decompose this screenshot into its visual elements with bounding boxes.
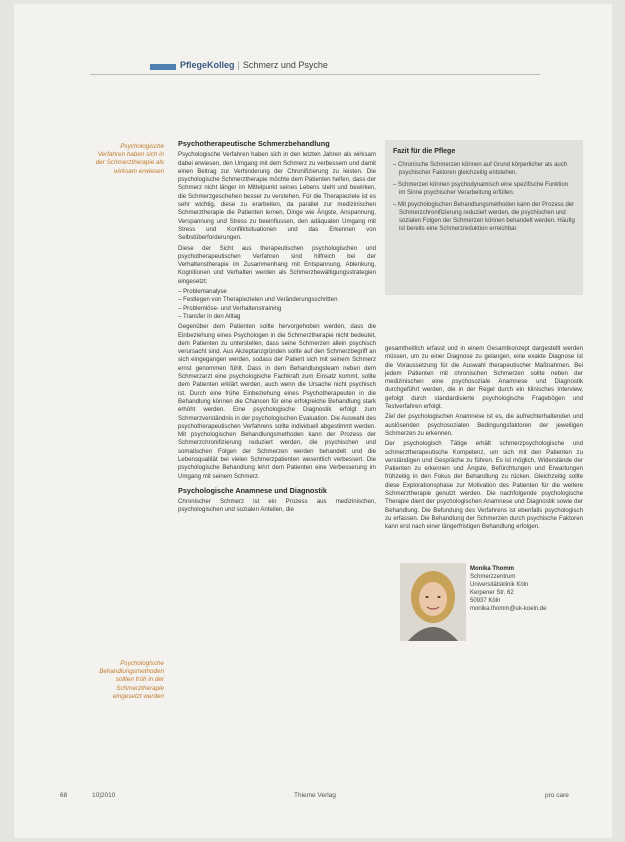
author-street: Kerpener Str. 62: [470, 590, 514, 596]
author-role: Schmerzzentrum: [470, 574, 516, 580]
paragraph: Der psychologisch Tätige erhält schmerzpsychologische und schmerztherapeutische Kompetenz, um sich mit den Patienten zu verständigen und Gespräche zu führen. Es ist möglich, Widerstände der Patienten zu erkennen und Ängste, Befürchtungen und Erwartungen frühzeitig in den Fokus der Behandlung zu rücken. Gleichzeitig sollte diese Explorationsphase zur Motivation des Patienten für die weitere Schmerztherapie genutzt werden. Die nachfolgende psychologische Therapie dient der psychologischen Anamnese und Diagnostik sowie der Behandlung. Die Befundung des Verfahrens ist ebenfalls psychologisch zu erfassen. Die Behandlung der Schmerzen durch psychische Faktoren kann erst nach einer längerfristigen Behandlung erfolgen.: [385, 440, 583, 531]
fazit-item: – Chronische Schmerzen können auf Grund körperlicher als auch psychischer Faktoren gleichzeitig entstehen.: [393, 162, 568, 176]
fazit-box: [385, 140, 583, 295]
fazit-item: – Mit psychologischen Behandlungsmethoden kann der Prozess der Schmerzchronifizierung reduziert werden, die psychischen und sozialen Folgen der Schmerzen können behandelt werden. Häufig ist bereits eine Schmerzreduktion erreichbar.: [393, 202, 575, 232]
list-item: – Problemanalyse: [178, 288, 227, 296]
author-email: monika.thomm@uk-koeln.de: [470, 606, 547, 612]
publisher-label: Thieme Verlag: [294, 792, 336, 799]
header-brand: PflegeKolleg: [180, 60, 235, 70]
author-box: [400, 563, 590, 643]
author-city: 50937 Köln: [470, 598, 501, 604]
paragraph: Gegenüber dem Patienten sollte hervorgehoben werden, dass die Einbeziehung eines Psychologen in die Schmerztherapie nicht bedeutet, dem Patienten zu unterstellen, dass seine Schmerzen allein psychisch verursacht sind. Aus Akzeptanzgründen sollte auf den Schmerzbegriff an sich eingegangen werden, sodass der Patient sich mit seinem Schmerz ernst genommen fühlt. Dass in dem Behandlungsteam neben dem Schmerzarzt eine psychologische Fachkraft zum Einsatz kommt, sollte dem Patienten erklärt werden, auch wenn die Ursache nicht psychisch ist. Durch eine frühe Einbeziehung eines Psychotherapeuten in die Behandlung können die Chancen für eine erfolgreiche Behandlung stark erhöht werden. Eine psychologische Diagnostik erfolgt zum Schmerzverständnis in der psychologischen Evaluation. Die Auswahl des psychotherapeutischen Verfahrens sollte individuell abgestimmt werden. Mit psychologischen Behandlungsmethoden kann der Prozess der Schmerzchronifizierung reduziert werden, die psychischen und somatischen Folgen der Schmerzen werden behandelt und die Lebensqualität bei vielen Schmerzpatienten wesentlich verbessert. Die psychologische Behandlung lehrt dem Patienten eine Verbesserung im Umgang mit seinem Schmerz.: [178, 323, 376, 480]
running-header: [180, 60, 328, 70]
section-heading: Psychotherapeutische Schmerzbehandlung: [178, 139, 330, 148]
pull-quote: Psychologische Behandlungsmethoden sollten früh in der Schmerztherapie eingesetzt werden: [99, 660, 164, 700]
step-list: [178, 288, 376, 321]
paragraph: gesamtheitlich erfasst und in einem Gesamtkonzept dargestellt werden müssen, um zu einer Diagnose zu gelangen, eine exakte Diagnose ist die Voraussetzung für die Auswahl therapeutischer Maßnahmen. Bei jedem Patienten mit chronischen Schmerzen sollte neben der medizinischen eine psychosoziale Anamnese und Diagnostik durchgeführt werden, die in der Regel durch ein klinisches Interview, gefolgt durch standardisierte psychologische Fragebögen und Testverfahren erfolgt.: [385, 345, 583, 411]
paragraph: Chronischer Schmerz ist ein Prozess aus medizinischen, psychologischen und sozialen Anteilen, die: [178, 498, 376, 514]
author-clinic: Universitätsklinik Köln: [470, 582, 529, 588]
pull-quote: Psychologische Verfahren haben sich in der Schmerztherapie als wirksam erwiesen: [95, 143, 164, 175]
article-column-left: [178, 140, 376, 517]
page-number: 68: [60, 792, 68, 799]
paragraph: Diese der Sicht aus therapeutischen psychologischen und psychotherapeutischen Verfahren sind hilfreich bei der Verhaltenstherapie im Zusammenhang mit Entspannung, Ablenkung, Kognitionen und Verhalten werden als Schmerzbewältigungsstrategien eingesetzt:: [178, 244, 376, 285]
header-rule: [90, 74, 540, 75]
fazit-item: – Schmerzen können psychodynamisch eine spezifische Funktion im Sinne psychischer Verarbeitung erfüllen.: [393, 182, 569, 196]
header-topic: Schmerz und Psyche: [242, 60, 328, 70]
section-heading: Psychologische Anamnese und Diagnostik: [178, 485, 327, 495]
author-info: [470, 565, 546, 613]
section-marker: [150, 64, 176, 70]
header-separator: |: [237, 60, 240, 70]
author-name: Monika Thomm: [470, 566, 515, 572]
article-column-right: [385, 345, 583, 534]
fazit-title: Fazit für die Pflege: [393, 148, 456, 155]
issue-label: 10|2010: [92, 792, 116, 799]
list-item: – Transfer in den Alltag: [178, 312, 241, 320]
journal-label: pro care: [545, 792, 569, 799]
list-item: – Festlegen von Therapiezielen und Veränderungsschritten: [178, 296, 338, 304]
paragraph: Psychologische Verfahren haben sich in den letzten Jahren als wirksam dabei erwiesen, den Umgang mit dem Schmerz zu verbessern und damit einen Beitrag zur Verhinderung der Chronifizierung zu leisten. Die psychologische Schmerztherapie möchte dem Patienten helfen, dass der Schmerz nicht länger im Mittelpunkt seines Lebens steht und bewirken, die Schmerzgeschehen besser zu verstehen. Für die Therapieziele ist es sehr wichtig, diese zu erarbeiten, da parallel zur medizinischen Schmerztherapie die Patienten lernen, Dinge wie Ängste, Anspannung, Verspannung und Stress zu beeinflussen, den adäquaten Umgang mit Stress und Konfliktsituationen und das Erkennen von Selbstüberforderungen.: [178, 151, 376, 242]
paragraph: Ziel der psychologischen Anamnese ist es, die aufrechterhaltenden und auslösenden psychosozialen Bedingungsfaktoren der jeweiligen Schmerzen zu erkennen.: [385, 413, 583, 437]
list-item: – Problemlöse- und Verhaltenstraining: [178, 304, 282, 312]
author-photo: [400, 563, 466, 641]
